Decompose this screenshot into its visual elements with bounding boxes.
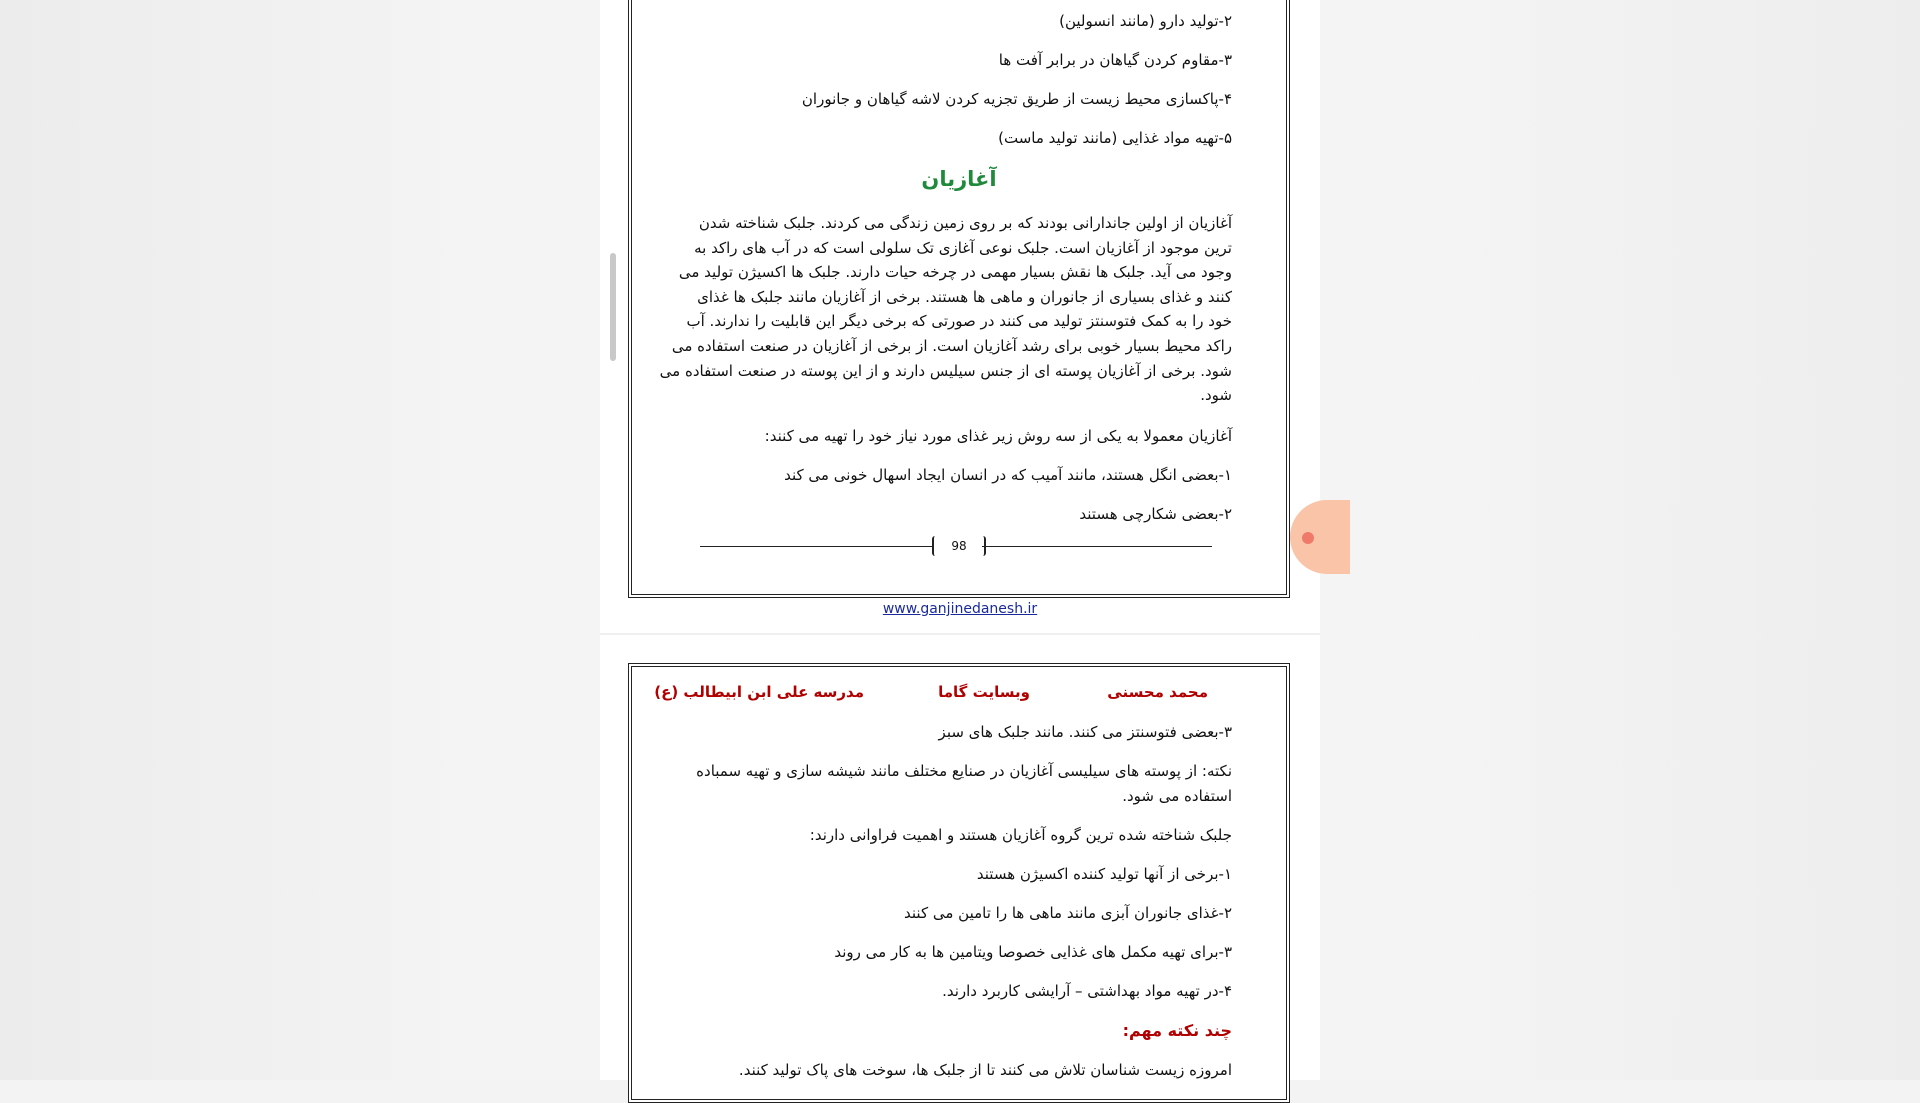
intro-line: آغازیان معمولا به یکی از سه روش زیر غذای مورد نیاز خود را تهیه می کنند:: [764, 427, 1232, 445]
paragraph-line: شود.: [1200, 386, 1232, 405]
document-page: [628, 0, 1290, 598]
list-item: ۱-بعضی انگل هستند، مانند آمیب که در انسان ایجاد اسهال خونی می کند: [784, 466, 1232, 484]
website-link[interactable]: www.ganjinedanesh.ir: [882, 601, 1038, 617]
list-item: ۴-در تهیه مواد بهداشتی – آرایشی کاربرد دارند.: [942, 982, 1232, 1000]
record-dot-icon: [1302, 532, 1314, 544]
page-separator: [600, 633, 1320, 635]
paragraph-line: وجود می آید. جلبک ها نقش بسیار مهمی در چرخه حیات دارند. جلبک ها اکسیژن تولید می: [678, 263, 1232, 282]
section-title: آغازیان: [921, 167, 997, 191]
paragraph-line: ترین موجود از آغازیان است. جلبک نوعی آغازی تک سلولی است که در آب های راکد به: [694, 238, 1232, 257]
footer-rule-right: [982, 546, 1212, 547]
body-line: امروزه زیست شناسان تلاش می کنند تا از جلبک ها، سوخت های پاک تولید کنند.: [738, 1061, 1232, 1079]
note-line: استفاده می شود.: [1122, 787, 1232, 805]
important-notes-title: چند نکته مهم:: [1122, 1021, 1232, 1040]
paragraph-line: کنند و غذای بسیاری از جانوران و ماهی ها هستند. برخی از آغازیان مانند جلبک ها غذای: [697, 287, 1232, 306]
scrollbar-handle[interactable]: [610, 253, 616, 361]
list-item: ۲-غذای جانوران آبزی مانند ماهی ها را تامین می کنند: [904, 904, 1232, 922]
list-item: ۴-پاکسازی محیط زیست از طریق تجزیه کردن لاشه گیاهان و جانوران: [801, 90, 1232, 108]
intro-line: جلبک شناخته شده ترین گروه آغازیان هستند و اهمیت فراوانی دارند:: [809, 826, 1232, 844]
list-item: ۳-برای تهیه مکمل های غذایی خصوصا ویتامین ها به کار می روند: [834, 943, 1232, 961]
page-number: 98: [932, 536, 986, 556]
note-line: نکته: از پوسته های سیلیسی آغازیان در صنایع مختلف مانند شیشه سازی و تهیه سمباده: [696, 762, 1232, 780]
header-site: وبسایت گاما: [938, 683, 1030, 701]
paragraph-line: خود را به کمک فتوسنتز تولید می کنند در صورتی که برخی دیگر این قابلیت را ندارند. آب: [686, 312, 1232, 331]
paragraph-line: آغازیان از اولین جاندارانی بودند که بر روی زمین زندگی می کردند. جلبک شناخته شدن: [698, 214, 1232, 232]
list-item: ۲-تولید دارو (مانند انسولین): [1059, 12, 1232, 30]
paragraph-line: راکد محیط بسیار خوبی برای رشد آغازیان است. از برخی از آغازیان در صنعت استفاده می: [671, 337, 1232, 355]
paragraph-line: شود. برخی از آغازیان پوسته ای از جنس سیلیس دارند و از این پوسته در صنعت استفاده می: [659, 361, 1232, 380]
list-item: ۵-تهیه مواد غذایی (مانند تولید ماست): [998, 129, 1232, 147]
header-school: مدرسه علی ابن ابیطالب (ع): [654, 683, 864, 701]
document-page: [628, 663, 1290, 1103]
list-item: ۱-برخی از آنها تولید کننده اکسیژن هستند: [976, 865, 1232, 883]
list-item: ۳-بعضی فتوسنتز می کنند. مانند جلبک های سبز: [938, 723, 1232, 741]
footer-rule-left: [700, 546, 932, 547]
header-author: محمد محسنی: [1107, 683, 1208, 701]
list-item: ۳-مقاوم کردن گیاهان در برابر آفت ها: [998, 51, 1232, 69]
list-item: ۲-بعضی شکارچی هستند: [1079, 505, 1232, 523]
